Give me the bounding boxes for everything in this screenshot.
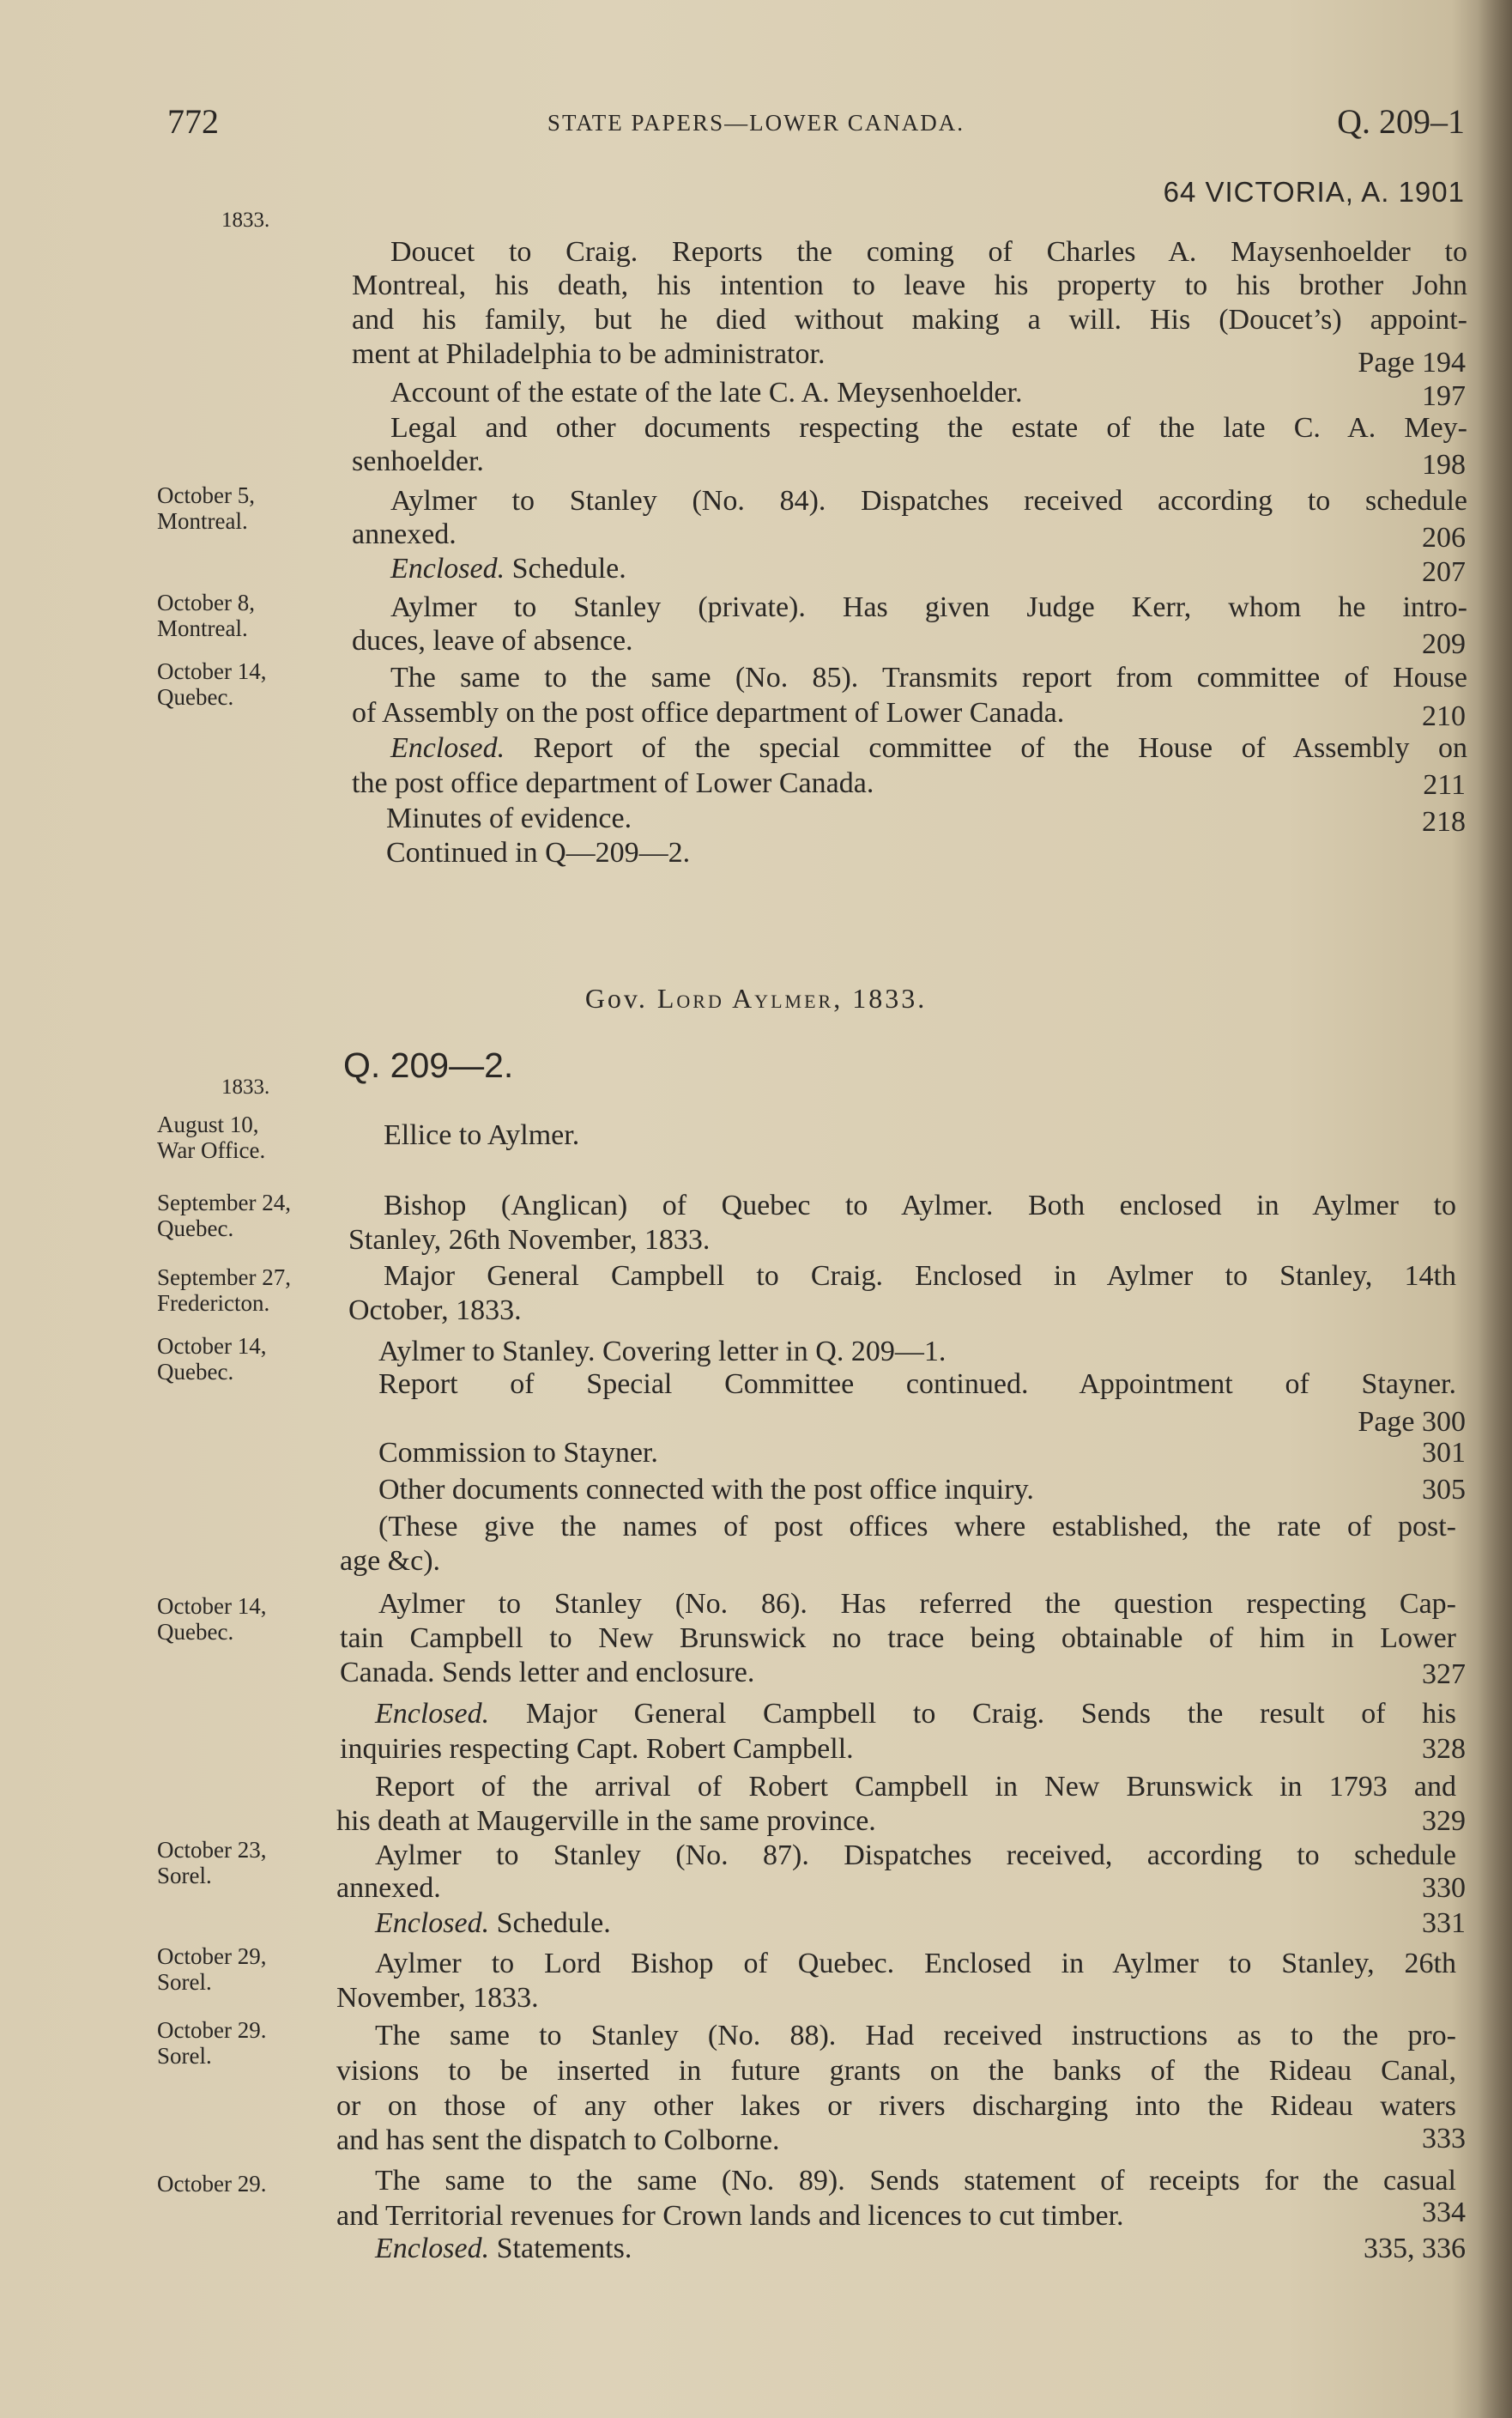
entry-text: Enclosed. Statements. [375, 2233, 632, 2264]
entry-text: Major General Campbell to Craig. Enclosed in Aylmer to Stanley, 14th [384, 1260, 1456, 1292]
entry-date: September 24, Quebec. [157, 1190, 291, 1241]
heading-prefix: Gov. [584, 983, 657, 1014]
entry-text: Enclosed. Report of the special committee of the House of Assembly on [390, 732, 1467, 764]
heading-suffix: , 1833. [833, 983, 928, 1014]
volume-reference: Q. 209–1 [1337, 102, 1465, 141]
entry-date: October 14, Quebec. [157, 1333, 267, 1385]
entry-text: Enclosed. Major General Campbell to Craig. Sends the result of his [375, 1698, 1456, 1730]
entry-text: the post office department of Lower Canada. [352, 767, 874, 799]
page-reference: 218 [1422, 806, 1466, 838]
entry-text: Continued in Q—209—2. [386, 837, 691, 869]
entry-text: Legal and other documents respecting the estate of the late C. A. Mey- [390, 412, 1467, 444]
entry-date: October 29. Sorel. [157, 2017, 267, 2069]
entry-date: September 27, Fredericton. [157, 1264, 291, 1316]
entry-text: or on those of any other lakes or rivers discharging into the Rideau waters [336, 2090, 1456, 2122]
entry-text: Ellice to Aylmer. [384, 1119, 580, 1151]
entry-text: Aylmer to Stanley (No. 86). Has referred the question respecting Cap- [378, 1588, 1456, 1620]
enclosed-label: Enclosed. [390, 553, 505, 585]
entry-text: Account of the estate of the late C. A. Meysenhoelder. [390, 377, 1023, 409]
entry-text: The same to Stanley (No. 88). Had received instructions as to the pro- [375, 2020, 1456, 2051]
page-reference: 331 [1422, 1907, 1466, 1939]
page-reference: 197 [1422, 380, 1466, 412]
page-reference: 327 [1422, 1658, 1466, 1690]
entry-text: Enclosed. Schedule. [390, 553, 626, 585]
entry-text: Montreal, his death, his intention to leave his property to his brother John [352, 270, 1467, 301]
entry-text: Report of Special Committee continued. Appointment of Stayner. [378, 1368, 1456, 1400]
entry-date: October 14, Quebec. [157, 658, 267, 710]
section-year: 1833. [221, 209, 270, 232]
page-reference: 334 [1422, 2197, 1466, 2228]
page-reference: 210 [1422, 700, 1466, 732]
entry-text: Bishop (Anglican) of Quebec to Aylmer. Both enclosed in Aylmer to [384, 1190, 1456, 1221]
entry-date: October 5, Montreal. [157, 482, 255, 534]
entry-text: tain Campbell to New Brunswick no trace being obtainable of him in Lower [340, 1622, 1456, 1654]
entry-text: Canada. Sends letter and enclosure. [340, 1657, 755, 1688]
page-number: 772 [167, 102, 219, 141]
entry-text: Doucet to Craig. Reports the coming of Charles A. Maysenhoelder to [390, 236, 1467, 268]
entry-date: August 10, War Office. [157, 1112, 266, 1163]
running-title: STATE PAPERS—LOWER CANADA. [547, 110, 965, 136]
page-reference: 301 [1422, 1437, 1466, 1469]
entry-text: Aylmer to Lord Bishop of Quebec. Enclosed in Aylmer to Stanley, 26th [375, 1948, 1456, 1979]
entry-text: Aylmer to Stanley (No. 87). Dispatches received, according to schedule [375, 1839, 1456, 1871]
page-reference: 328 [1422, 1733, 1466, 1765]
entry-text: Report of the arrival of Robert Campbell in New Brunswick in 1793 and [375, 1771, 1456, 1803]
entry-text: his death at Maugerville in the same province. [336, 1805, 876, 1837]
page-reference: 333 [1422, 2123, 1466, 2154]
enclosed-label: Enclosed. [375, 2233, 490, 2264]
session-label: 64 VICTORIA, A. 1901 [1163, 176, 1465, 208]
section-heading [0, 983, 1512, 1015]
entry-date: October 29. [157, 2171, 267, 2197]
section-year: 1833. [221, 1076, 270, 1099]
entry-text: of Assembly on the post office department of Lower Canada. [352, 697, 1065, 729]
entry-text: and his family, but he died without making a will. His (Doucet’s) appoint- [352, 304, 1467, 336]
page-reference: Page 194 [1358, 347, 1466, 379]
entry-text: age &c). [340, 1545, 441, 1577]
page-reference: 211 [1423, 769, 1466, 801]
page-reference: 329 [1422, 1805, 1466, 1837]
enclosed-label: Enclosed. [375, 1907, 490, 1939]
page-edge-shadow [1478, 0, 1512, 2418]
entry-text: Aylmer to Stanley (private). Has given Judge Kerr, whom he intro- [390, 591, 1467, 623]
entry-text: duces, leave of absence. [352, 625, 633, 657]
entry-text: (These give the names of post offices where established, the rate of post- [378, 1511, 1456, 1542]
entry-date: October 29, Sorel. [157, 1943, 267, 1995]
entry-text: Enclosed. Schedule. [375, 1907, 611, 1939]
heading-name: Lord Aylmer [656, 983, 834, 1014]
entry-date: October 14, Quebec. [157, 1593, 267, 1645]
entry-text: Other documents connected with the post office inquiry. [378, 1474, 1034, 1506]
entry-text: October, 1833. [348, 1294, 522, 1326]
page-reference: Page 300 [1358, 1406, 1466, 1438]
entry-text: November, 1833. [336, 1982, 539, 2014]
entry-text: The same to the same (No. 89). Sends statement of receipts for the casual [375, 2165, 1456, 2197]
page-reference: 330 [1422, 1872, 1466, 1904]
page-reference: 206 [1422, 522, 1466, 554]
entry-text: Aylmer to Stanley. Covering letter in Q. 209—1. [378, 1336, 947, 1367]
entry-text: and has sent the dispatch to Colborne. [336, 2124, 780, 2156]
entry-text: senhoelder. [352, 445, 484, 477]
series-heading: Q. 209—2. [343, 1045, 514, 1085]
entry-text: Stanley, 26th November, 1833. [348, 1224, 711, 1256]
entry-text: and Territorial revenues for Crown lands and licences to cut timber. [336, 2200, 1124, 2232]
page-reference: 335, 336 [1364, 2233, 1466, 2264]
page-reference: 198 [1422, 449, 1466, 481]
entry-text: Commission to Stayner. [378, 1437, 658, 1469]
entry-text: visions to be inserted in future grants on the banks of the Rideau Canal, [336, 2055, 1456, 2087]
page-reference: 207 [1422, 556, 1466, 588]
page-reference: 305 [1422, 1474, 1466, 1506]
entry-text: annexed. [336, 1872, 441, 1904]
entry-text: annexed. [352, 518, 457, 550]
enclosed-label: Enclosed. [390, 732, 505, 764]
entry-text: The same to the same (No. 85). Transmits report from committee of House [390, 662, 1467, 694]
entry-text: inquiries respecting Capt. Robert Campbell. [340, 1733, 854, 1765]
entry-text: Minutes of evidence. [386, 803, 632, 834]
entry-text: Aylmer to Stanley (No. 84). Dispatches received according to schedule [390, 485, 1467, 517]
page-reference: 209 [1422, 628, 1466, 660]
entry-date: October 8, Montreal. [157, 590, 255, 641]
entry-text: ment at Philadelphia to be administrator. [352, 338, 826, 370]
enclosed-label: Enclosed. [375, 1698, 490, 1730]
entry-date: October 23, Sorel. [157, 1837, 267, 1888]
